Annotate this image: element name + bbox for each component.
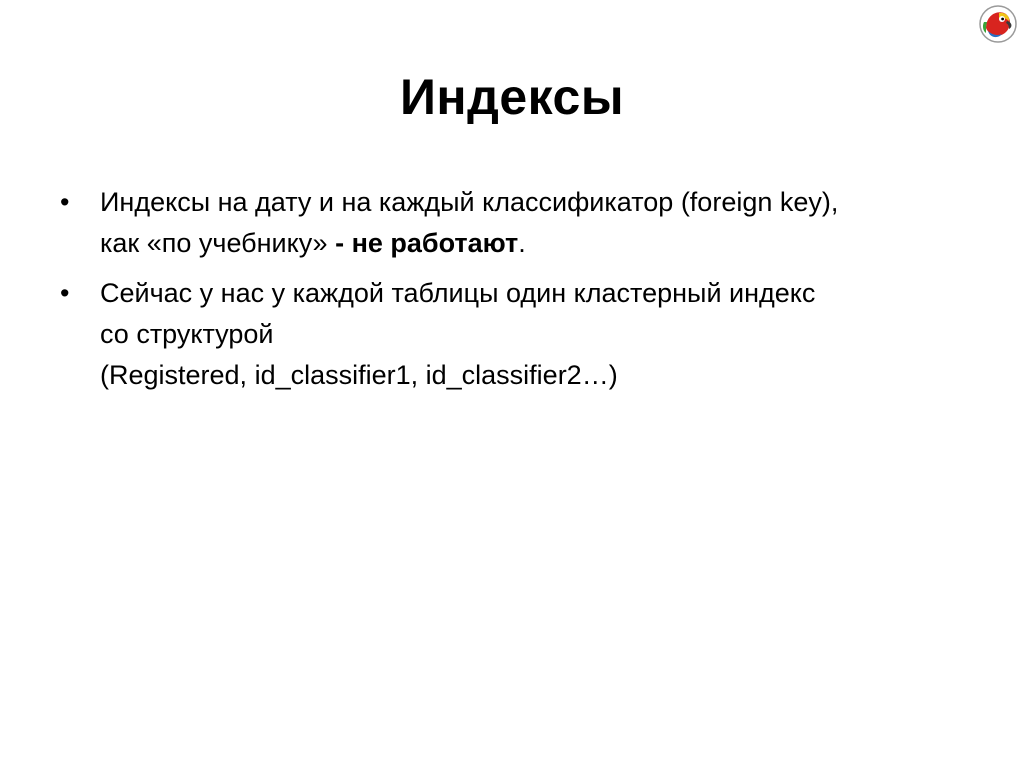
bullet-list [60, 182, 980, 405]
slide-title: Индексы [399, 69, 625, 125]
bullet-text-emphasis: - не работают [335, 228, 519, 258]
bullet-text-plain: как «по учебнику» [100, 228, 336, 258]
bullet-marker: • [60, 278, 70, 308]
bullet-text-period: . [518, 228, 526, 258]
bullet-text-line: Сейчас у нас у каждой таблицы один кластерный индекс [100, 278, 816, 308]
bullet-text-line: Индексы на дату и на каждый классификатор (foreign key), [100, 187, 839, 217]
bullet-text-line: (Registered, id_classifier1, id_classifier2…) [100, 360, 618, 390]
bullet-text-line: со структурой [100, 319, 274, 349]
bullet-item [60, 273, 980, 396]
bullet-text-line [100, 223, 980, 264]
parrot-logo-icon [978, 4, 1018, 44]
bullet-item [60, 182, 980, 264]
bullet-marker: • [60, 187, 70, 217]
